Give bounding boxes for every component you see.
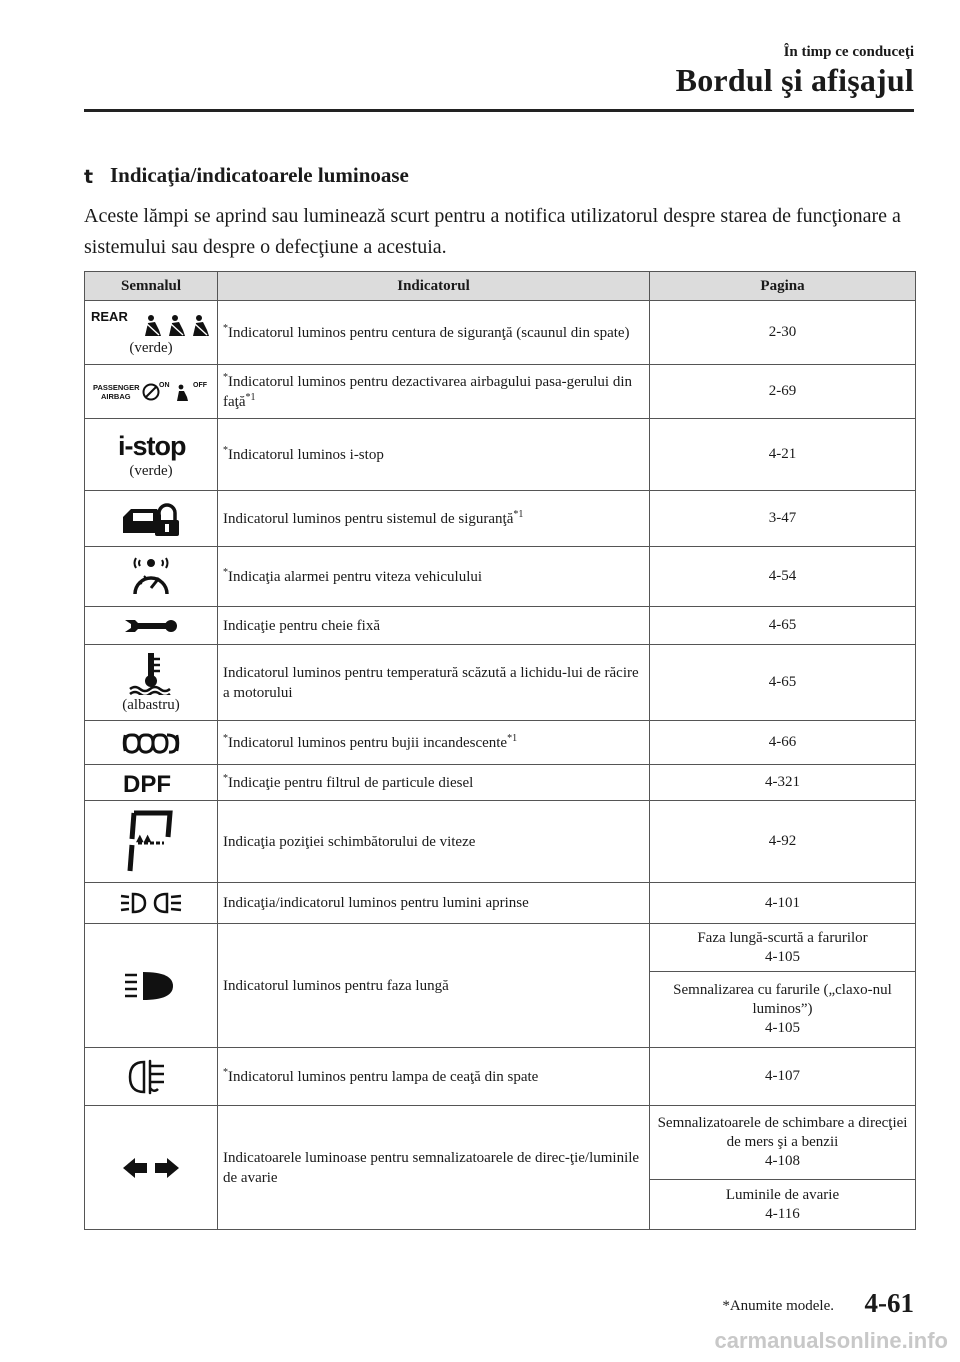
page-cell: 4-101: [650, 883, 916, 924]
section-bullet-marker: t: [84, 166, 94, 188]
table-row: [85, 607, 916, 645]
section-title: Indicaţia/indicatoarele luminoase: [110, 163, 409, 187]
signal-cell: [85, 301, 218, 365]
seat-belt-figure: [169, 315, 185, 336]
color-note: (verde): [129, 340, 173, 356]
indicator-cell: Indicatorul luminos pentru sistemul de siguranţă$^{*1}$: [218, 491, 650, 547]
indicator-cell: Indicaţie pentru cheie fixă: [218, 607, 650, 645]
indicator-cell: Indicatorul luminos pentru temperatură scăzută a lichidu-lui de răcire a motorului: [218, 645, 650, 721]
signal-cell: [85, 607, 218, 645]
table-row: [85, 1048, 916, 1106]
security-system-icon: [121, 501, 181, 537]
sub-label: Semnalizarea cu farurile („claxo-nul luminos”): [673, 982, 892, 1017]
shift-position-icon: [126, 809, 176, 875]
page-cell: 4-66: [650, 721, 916, 765]
indicator-cell: *Indicatorul luminos pentru lampa de ceaţă din spate: [218, 1048, 650, 1106]
indicator-cell: *Indicatorul luminos pentru dezactivarea airbagului pasa-gerului din faţă$^{*1}$: [218, 365, 650, 419]
table-row: [85, 924, 916, 972]
page-cell: 4-21: [650, 419, 916, 491]
running-header-title: Bordul şi afişajul: [675, 62, 914, 98]
page-cell: [650, 972, 916, 1048]
rear-seat-belt-icon: [89, 308, 213, 338]
rear-fog-lamp-icon: [126, 1059, 176, 1095]
indicator-cell: Indicaţia/indicatorul luminos pentru lumini aprinse: [218, 883, 650, 924]
svg-text:ON: ON: [159, 381, 170, 389]
table-row: [85, 365, 916, 419]
svg-text:i-stop: i-stop: [118, 431, 186, 461]
header-divider: [84, 109, 914, 112]
page-cell: 4-54: [650, 547, 916, 607]
signal-cell: [85, 419, 218, 491]
section-intro: Aceste lămpi se aprind sau luminează scurt pentru a notifica utilizatorul despre starea de funcţionare a sistemului sau despre o defecţiune a acestuia.: [84, 205, 901, 258]
page-cell: 4-65: [650, 607, 916, 645]
sub-label: Faza lungă-scurtă a farurilor: [697, 929, 868, 946]
page-cell: 3-47: [650, 491, 916, 547]
table-row: [85, 419, 916, 491]
footnote-models: *Anumite modele.: [722, 1298, 834, 1314]
page-cell: 4-65: [650, 645, 916, 721]
svg-text:AIRBAG: AIRBAG: [101, 391, 131, 401]
page-cell: 4-92: [650, 801, 916, 883]
indicator-cell: Indicaţia poziţiei schimbătorului de viteze: [218, 801, 650, 883]
wrench-icon: [123, 615, 179, 637]
page-number: 4-61: [864, 1288, 914, 1318]
svg-text:▲▲: ▲▲: [136, 832, 152, 844]
seat-belt-figure: [193, 315, 209, 336]
dpf-icon: [121, 770, 181, 796]
page-cell: 4-321: [650, 765, 916, 801]
svg-text:REAR: REAR: [91, 309, 128, 324]
sub-label: Semnalizatoarele de schimbare a direcţiei de mers şi a benzii: [657, 1115, 908, 1150]
signal-cell: [85, 1106, 218, 1230]
coolant-temperature-icon: [126, 651, 176, 695]
table-row: [85, 547, 916, 607]
indicator-cell: *Indicaţie pentru filtrul de particule diesel: [218, 765, 650, 801]
page-cell: 4-107: [650, 1048, 916, 1106]
table-row: [85, 491, 916, 547]
column-header-signal: Semnalul: [85, 272, 218, 301]
glow-plug-icon: [121, 731, 181, 755]
svg-text:OFF: OFF: [193, 381, 207, 389]
signal-cell: [85, 491, 218, 547]
page-cell: [650, 924, 916, 972]
signal-cell: [85, 883, 218, 924]
table-row: [85, 645, 916, 721]
sub-page: 4-105: [765, 1020, 800, 1036]
indicator-cell: *Indicatorul luminos pentru centura de siguranţă (scaunul din spate): [218, 301, 650, 365]
table-row: [85, 801, 916, 883]
sub-label: Luminile de avarie: [725, 1186, 840, 1203]
sub-page: 4-108: [765, 1153, 800, 1169]
signal-cell: [85, 645, 218, 721]
indicator-cell: *Indicaţia alarmei pentru viteza vehiculului: [218, 547, 650, 607]
sub-page: 4-105: [765, 948, 800, 965]
table-row: [85, 883, 916, 924]
table-row: [85, 1106, 916, 1180]
svg-text:PASSENGER: PASSENGER: [93, 382, 140, 392]
sub-page: 4-116: [765, 1205, 800, 1222]
turn-signal-icon: [121, 1155, 181, 1181]
signal-cell: [85, 1048, 218, 1106]
signal-cell: [85, 801, 218, 883]
page-cell: 2-69: [650, 365, 916, 419]
seat-belt-figure: [145, 315, 161, 336]
signal-cell: [85, 365, 218, 419]
indicator-cell: Indicatorul luminos pentru faza lungă: [218, 924, 650, 1048]
watermark-logo: carmanualsonline.info: [714, 1328, 948, 1353]
page-cell: [650, 1180, 916, 1230]
color-note: (albastru): [122, 697, 180, 713]
svg-text:DPF: DPF: [123, 770, 171, 796]
speed-alarm-icon: [126, 554, 176, 600]
column-header-page: Pagina: [650, 272, 916, 301]
indicator-cell: *Indicatorul luminos pentru bujii incandescente$^{*1}$: [218, 721, 650, 765]
table-header-row: [85, 272, 916, 301]
indicator-cell: *Indicatorul luminos i-stop: [218, 419, 650, 491]
i-stop-icon: [116, 429, 186, 461]
page-cell: [650, 1106, 916, 1180]
indicator-table: [84, 271, 916, 1230]
column-header-indicator: Indicatorul: [218, 272, 650, 301]
running-header-subtitle: În timp ce conduceţi: [783, 44, 914, 60]
table-row: [85, 765, 916, 801]
lights-on-icon: [119, 891, 183, 915]
indicator-cell: Indicatoarele luminoase pentru semnalizatoarele de direc-ţie/luminile de avarie: [218, 1106, 650, 1230]
color-note: (verde): [129, 463, 173, 479]
passenger-airbag-icon: [89, 379, 213, 405]
page-cell: 2-30: [650, 301, 916, 365]
high-beam-icon: [123, 970, 179, 1002]
table-row: [85, 721, 916, 765]
signal-cell: [85, 765, 218, 801]
table-row: [85, 301, 916, 365]
signal-cell: [85, 721, 218, 765]
signal-cell: [85, 924, 218, 1048]
signal-cell: [85, 547, 218, 607]
